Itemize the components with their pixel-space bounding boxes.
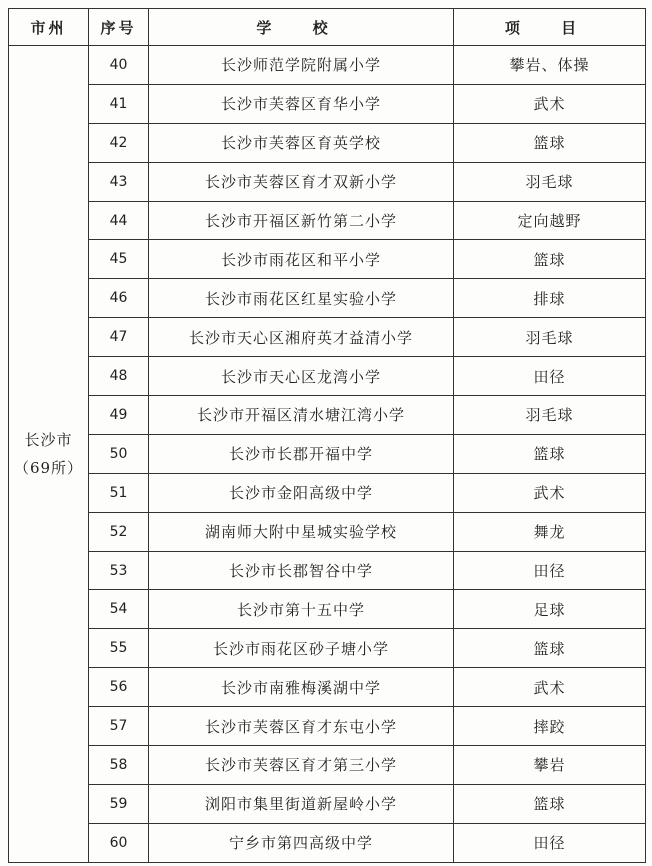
school-cell: 长沙市芙蓉区育华小学 xyxy=(149,84,454,123)
seq-cell: 53 xyxy=(89,551,149,590)
city-school-count: （69所） xyxy=(13,458,84,477)
school-cell: 长沙市开福区清水塘江湾小学 xyxy=(149,396,454,435)
seq-cell: 58 xyxy=(89,746,149,785)
school-cell: 长沙市芙蓉区育才双新小学 xyxy=(149,162,454,201)
seq-cell: 57 xyxy=(89,707,149,746)
school-cell: 湖南师大附中星城实验学校 xyxy=(149,512,454,551)
seq-cell: 47 xyxy=(89,318,149,357)
school-cell: 长沙市长郡开福中学 xyxy=(149,434,454,473)
table-row xyxy=(9,46,646,85)
school-cell: 长沙市雨花区红星实验小学 xyxy=(149,279,454,318)
seq-cell: 43 xyxy=(89,162,149,201)
item-cell: 排球 xyxy=(454,279,646,318)
school-cell: 长沙师范学院附属小学 xyxy=(149,46,454,85)
item-cell: 田径 xyxy=(454,551,646,590)
item-cell: 足球 xyxy=(454,590,646,629)
table-row xyxy=(9,396,646,435)
seq-cell: 40 xyxy=(89,46,149,85)
school-list-table xyxy=(8,8,646,863)
seq-cell: 59 xyxy=(89,784,149,823)
table-row xyxy=(9,590,646,629)
school-cell: 长沙市开福区新竹第二小学 xyxy=(149,201,454,240)
table-row xyxy=(9,84,646,123)
table-row xyxy=(9,123,646,162)
seq-cell: 51 xyxy=(89,473,149,512)
seq-cell: 49 xyxy=(89,396,149,435)
table-row xyxy=(9,512,646,551)
seq-cell: 55 xyxy=(89,629,149,668)
school-cell: 长沙市雨花区砂子塘小学 xyxy=(149,629,454,668)
seq-cell: 54 xyxy=(89,590,149,629)
item-cell: 田径 xyxy=(454,357,646,396)
school-cell: 长沙市芙蓉区育才东屯小学 xyxy=(149,707,454,746)
item-cell: 摔跤 xyxy=(454,707,646,746)
seq-cell: 44 xyxy=(89,201,149,240)
table-row xyxy=(9,746,646,785)
table-row xyxy=(9,162,646,201)
school-cell: 长沙市长郡智谷中学 xyxy=(149,551,454,590)
item-cell: 攀岩 xyxy=(454,746,646,785)
seq-cell: 42 xyxy=(89,123,149,162)
table-row xyxy=(9,784,646,823)
item-cell: 攀岩、体操 xyxy=(454,46,646,85)
item-cell: 篮球 xyxy=(454,784,646,823)
item-cell: 定向越野 xyxy=(454,201,646,240)
seq-cell: 56 xyxy=(89,668,149,707)
seq-cell: 52 xyxy=(89,512,149,551)
table-row xyxy=(9,551,646,590)
school-cell: 长沙市天心区湘府英才益清小学 xyxy=(149,318,454,357)
item-cell: 篮球 xyxy=(454,434,646,473)
table-row xyxy=(9,434,646,473)
header-seq: 序号 xyxy=(89,9,149,46)
seq-cell: 48 xyxy=(89,357,149,396)
table-row xyxy=(9,357,646,396)
item-cell: 羽毛球 xyxy=(454,162,646,201)
table-row xyxy=(9,279,646,318)
seq-cell: 45 xyxy=(89,240,149,279)
item-cell: 田径 xyxy=(454,823,646,862)
seq-cell: 41 xyxy=(89,84,149,123)
school-cell: 长沙市芙蓉区育英学校 xyxy=(149,123,454,162)
table-row xyxy=(9,201,646,240)
item-cell: 武术 xyxy=(454,84,646,123)
school-cell: 长沙市天心区龙湾小学 xyxy=(149,357,454,396)
item-cell: 武术 xyxy=(454,668,646,707)
school-cell: 长沙市雨花区和平小学 xyxy=(149,240,454,279)
school-cell: 浏阳市集里街道新屋岭小学 xyxy=(149,784,454,823)
seq-cell: 50 xyxy=(89,434,149,473)
school-cell: 长沙市南雅梅溪湖中学 xyxy=(149,668,454,707)
table-row xyxy=(9,318,646,357)
table-header-row xyxy=(9,9,646,46)
school-cell: 长沙市芙蓉区育才第三小学 xyxy=(149,746,454,785)
table-row xyxy=(9,473,646,512)
item-cell: 羽毛球 xyxy=(454,318,646,357)
city-cell xyxy=(9,46,89,863)
header-city: 市州 xyxy=(9,9,89,46)
item-cell: 篮球 xyxy=(454,123,646,162)
table-row xyxy=(9,668,646,707)
header-item: 项 目 xyxy=(454,9,646,46)
city-name: 长沙市 xyxy=(24,430,73,449)
table-row xyxy=(9,629,646,668)
table-row xyxy=(9,823,646,862)
seq-cell: 46 xyxy=(89,279,149,318)
table-row xyxy=(9,707,646,746)
item-cell: 篮球 xyxy=(454,629,646,668)
item-cell: 舞龙 xyxy=(454,512,646,551)
header-school: 学 校 xyxy=(149,9,454,46)
table-row xyxy=(9,240,646,279)
school-cell: 长沙市金阳高级中学 xyxy=(149,473,454,512)
item-cell: 羽毛球 xyxy=(454,396,646,435)
school-cell: 宁乡市第四高级中学 xyxy=(149,823,454,862)
seq-cell: 60 xyxy=(89,823,149,862)
school-cell: 长沙市第十五中学 xyxy=(149,590,454,629)
item-cell: 篮球 xyxy=(454,240,646,279)
item-cell: 武术 xyxy=(454,473,646,512)
